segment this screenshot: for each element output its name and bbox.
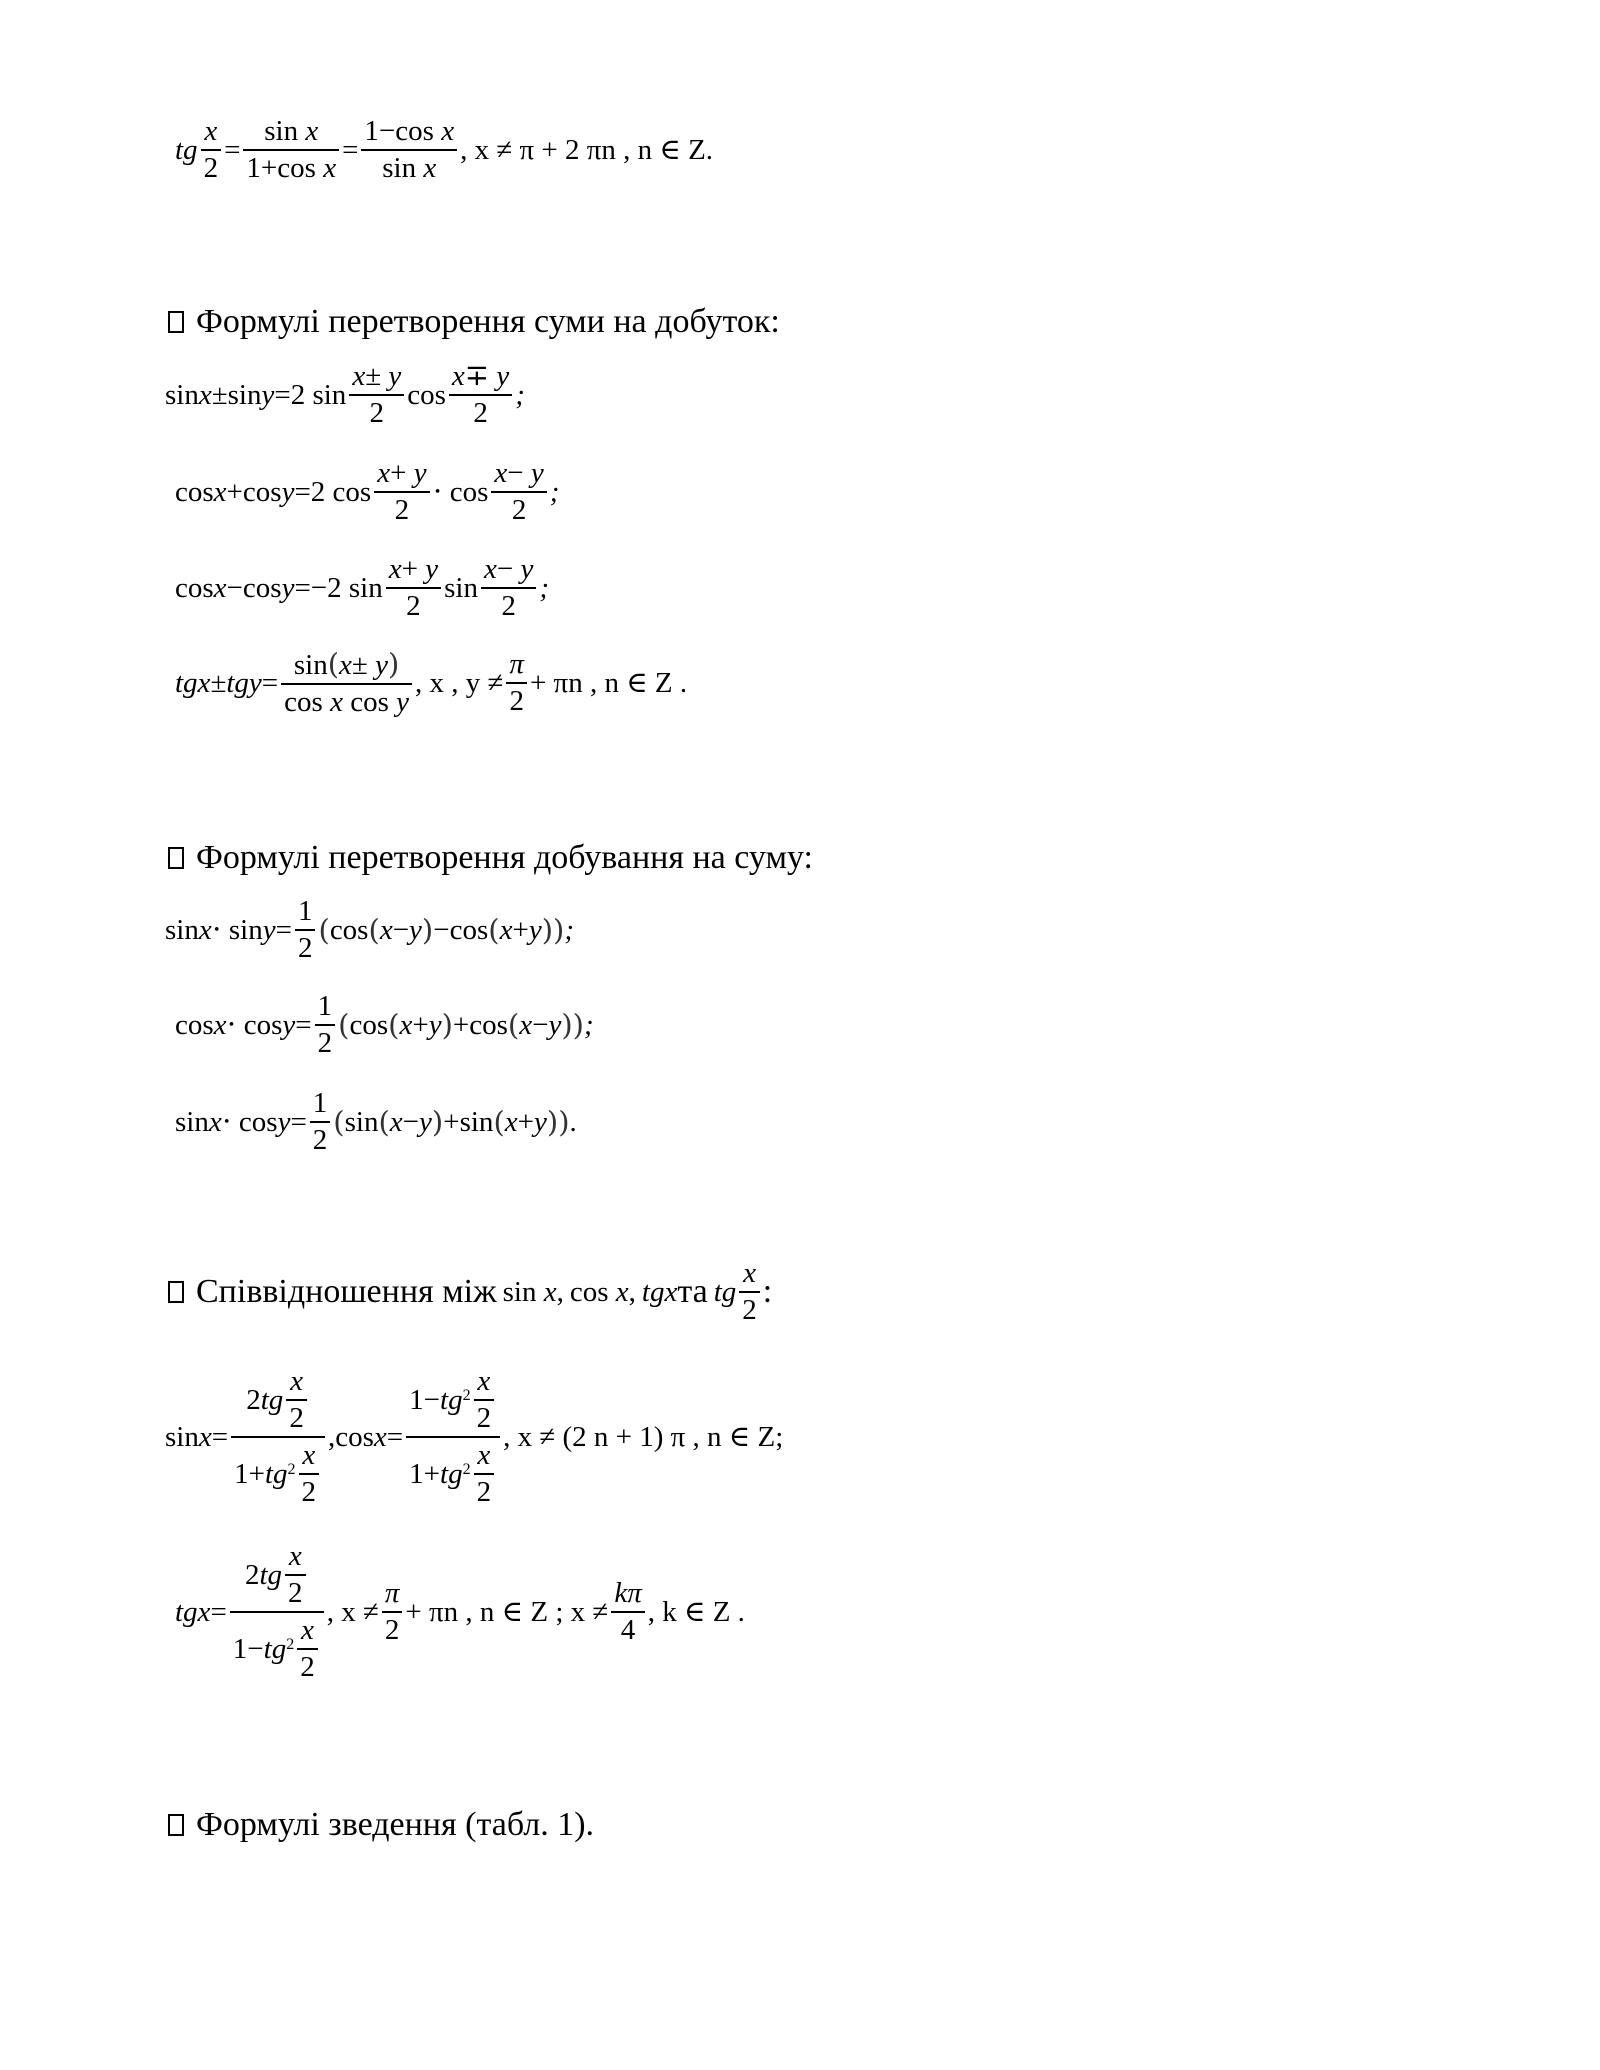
checkbox-bullet-icon	[168, 1281, 184, 1303]
section-heading-reduction: Формулі зведення (табл. 1).	[168, 1808, 594, 1842]
fraction: $\frac{x}{2}$	[201, 117, 222, 183]
half-angle-tangent-formula: tg $\frac{x}{2}$ = $\frac{\text{sin x}}{\text{1+cos x}}$ = $\frac{\text{1−cos x}}{\text{sin x}}$ , x ≠ π + 2 πn , n ∈ Z.	[175, 115, 714, 184]
section-heading-relations: Співвідношення між sin x, cos x, tgx та tg $\frac{x}{2}$ :	[168, 1259, 772, 1325]
tg-via-half-tangent-formula: tgx = 2 tg $\frac{x}{2}$ 1− tg $^2$ $\frac{x}{2}$ , x ≠ $\frac{\pi}{2}$ + πn , n ∈ Z ; x ≠ $\frac{k\pi}{4}$ , k ∈ Z .	[175, 1540, 745, 1683]
checkbox-bullet-icon	[168, 311, 184, 333]
checkbox-bullet-icon	[168, 847, 184, 869]
checkbox-bullet-icon	[168, 1814, 184, 1836]
formula-condition: , x ≠ π + 2 πn , n ∈ Z.	[460, 133, 714, 166]
section-heading-sum-to-product: Формулі перетворення суми на добуток:	[168, 305, 780, 339]
sin-cos-via-half-tangent-formula: sin x = 2 tg $\frac{x}{2}$ 1+ tg $^2$ $\frac{x}{2}$ ,cos x = 1− tg $^2$ $\frac{x}{2}$ 1+ tg $^2$ $\frac{x}{2}$ , x ≠ (2 n + 1) π , n ∈ Z;	[165, 1365, 784, 1508]
cos-difference-formula: cos x −cos y =−2 sin $\frac{x+ y}{2}$ sin $\frac{x- y}{2}$ ;	[175, 553, 549, 622]
cos-sum-formula: cos x +cos y =2 cos $\frac{x+ y}{2}$ ⋅ cos $\frac{x- y}{2}$ ;	[175, 457, 560, 526]
sin-sum-formula: sin x ±sin y =2 sin $\frac{x\pm y}{2}$ cos $\frac{x\mp y}{2}$ ;	[165, 360, 525, 429]
sin-cos-product-formula: sin x ⋅ cos y = $\frac{1}{2}$ ( sin ( x − y ) +sin ( x + y )) .	[175, 1087, 577, 1156]
section-heading-product-to-sum: Формулі перетворення добування на суму:	[168, 841, 813, 875]
tg-sum-formula: tgx ± tgy = $\frac{\sin(x\pm y)}{\text{cos x cos y}}$ , x , y ≠ $\frac{\pi}{2}$ + πn , n ∈ Z .	[175, 646, 688, 718]
sin-sin-product-formula: sin x ⋅ sin y = $\frac{1}{2}$ ( cos ( x − y ) −cos ( x + y )) ;	[165, 895, 575, 964]
cos-cos-product-formula: cos x ⋅ cos y = $\frac{1}{2}$ ( cos ( x + y ) +cos ( x − y )) ;	[175, 990, 594, 1059]
